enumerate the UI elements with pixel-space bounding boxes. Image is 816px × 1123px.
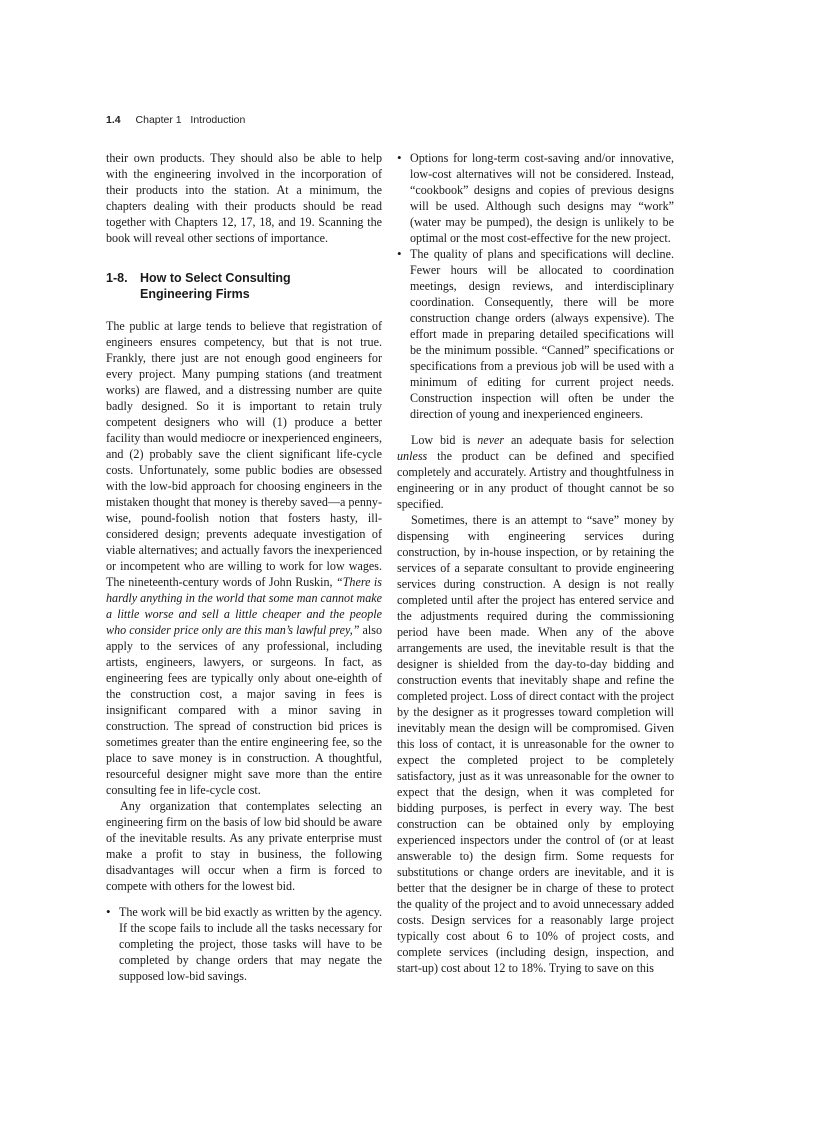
list-item: • The work will be bid exactly as written by the agency. If the scope fails to include all the tasks necessary for completing the project, those tasks will have to be completed by change orders that may negate the supposed low-bid savings. xyxy=(106,904,382,984)
section-title-line-2: Engineering Firms xyxy=(140,287,250,301)
paragraph-registration xyxy=(106,318,382,798)
section-title-line-1: How to Select Consulting xyxy=(140,271,291,285)
paragraph-low-bid: Any organization that contemplates selecting an engineering firm on the basis of low bid should be aware of the inevitable results. As any private enterprise must make a profit to stay in business, the following disadvantages will occur when a firm is forced to compete with others for the lowest bid. xyxy=(106,799,382,893)
running-header xyxy=(106,114,245,126)
paragraph-text: the product can be defined and specified completely and accurately. Artistry and thoughtfulness in engineering or in any product of thought cannot be so specified. xyxy=(397,449,674,511)
paragraph-never-basis xyxy=(397,432,674,512)
disadvantages-list xyxy=(106,904,382,984)
list-item: • The quality of plans and specifications will decline. Fewer hours will be allocated to coordination meetings, design reviews, and interdisciplinary coordination. Consequently, there will be more construction change orders (always expensive). The effort made in preparing detailed specifications will be the minimum possible. “Canned” specifications or specifications from a previous job will be used with a minimum of editing for current project needs. Construction inspection will often be under the direction of young and inexperienced engineers. xyxy=(397,246,674,422)
chapter-label: Chapter 1 xyxy=(135,114,182,126)
paragraph-text: an adequate basis for selection xyxy=(504,433,674,447)
left-column xyxy=(106,150,382,984)
right-column xyxy=(397,150,674,976)
disadvantages-list-continued xyxy=(397,150,674,422)
emphasis: unless xyxy=(397,449,428,463)
chapter-title: Introduction xyxy=(190,114,246,126)
intro-paragraph: their own products. They should also be able to help with the engineering involved in the incorporation of their products into the station. At a minimum, the chapters dealing with their products should be read together with Chapters 12, 17, 18, and 19. Scanning the book will reveal other sections of importance. xyxy=(106,151,382,245)
paragraph-construction-services: Sometimes, there is an attempt to “save” money by dispensing with engineering services during construction, by in-house inspection, or by retaining the services of a separate consultant to provide engineering services during construction. A design is not really completed until after the project has entered service and the adjustments required during the commissioning period have been made. When any of the above arrangements are used, the inevitable result is that the designer is shielded from the day-to-day bidding and construction events that inevitably shape and refine the completed project. Loss of direct contact with the project by the designer as it progresses toward completion will inevitably mean the design will be compromised. Given this loss of contact, it is unreasonable for the owner to expect the completed project to be completely satisfactory, just as it was unreasonable for the owner to expect that the design, when it was completed for bidding purposes, is perfect in every way. The best construction can be obtained only by employing experienced inspectors under the control of (or at least answerable to) the design firm. Some requests for substitutions or change orders are inevitable, and it is better that the designer be in charge of these to protect the quality of the project and to avoid unnecessary added costs. Design services for a reasonably large project typically cost about 6 to 10% of project costs, and complete services (including design, inspection, and start-up) cost about 12 to 18%. Trying to save on this xyxy=(397,513,674,975)
page-number: 1.4 xyxy=(106,114,121,126)
emphasis: never xyxy=(477,433,505,447)
paragraph-text: Low bid is xyxy=(411,433,478,447)
list-item: • Options for long-term cost-saving and/or innovative, low-cost alternatives will not be considered. Instead, “cookbook” designs and copies of previous designs will be used. Although such designs may “work” (water may be pumped), the design is unlikely to be optimal or the most cost-effective for the new project. xyxy=(397,150,674,246)
paragraph-text: The public at large tends to believe that registration of engineers ensures competency, but that is not true. Frankly, there just are not enough good engineers for every project. Many pumping stations (and treatment works) are flawed, and a distressing number are quite badly designed. So it is important to retain truly competent designers who will (1) produce a better facility than would mediocre or inexperienced engineers, and (2) probably save the client significant life-cycle costs. Unfortunately, some public bodies are obsessed with the low-bid approach for choosing engineers in the mistaken thought that money is thereby saved—a penny-wise, pound-foolish notion that fosters hasty, ill-considered design; prevents adequate investigation of viable alternatives; and actually favors the inexperienced or incompetent who are willing to work for low wages. The nineteenth-century words of John Ruskin, xyxy=(106,319,382,589)
section-heading xyxy=(106,270,382,302)
section-number: 1-8. xyxy=(106,271,128,285)
paragraph-text: also apply to the services of any professional, including artists, engineers, lawyers, or surgeons. In fact, as engineering fees are typically only about one-eighth of the construction cost, a major saving in fees is insignificant compared with a minor saving in construction. The spread of construction bid prices is sometimes greater than the entire engineering fee, so the place to save money is in construction. A thoughtful, resourceful designer might save more than the entire consulting fee in life-cycle cost. xyxy=(106,623,382,797)
ruskin-quote: “There is hardly anything in the world that some man cannot make a little worse and sell a little cheaper and the people who consider price only are this man’s lawful prey,” xyxy=(106,575,382,637)
